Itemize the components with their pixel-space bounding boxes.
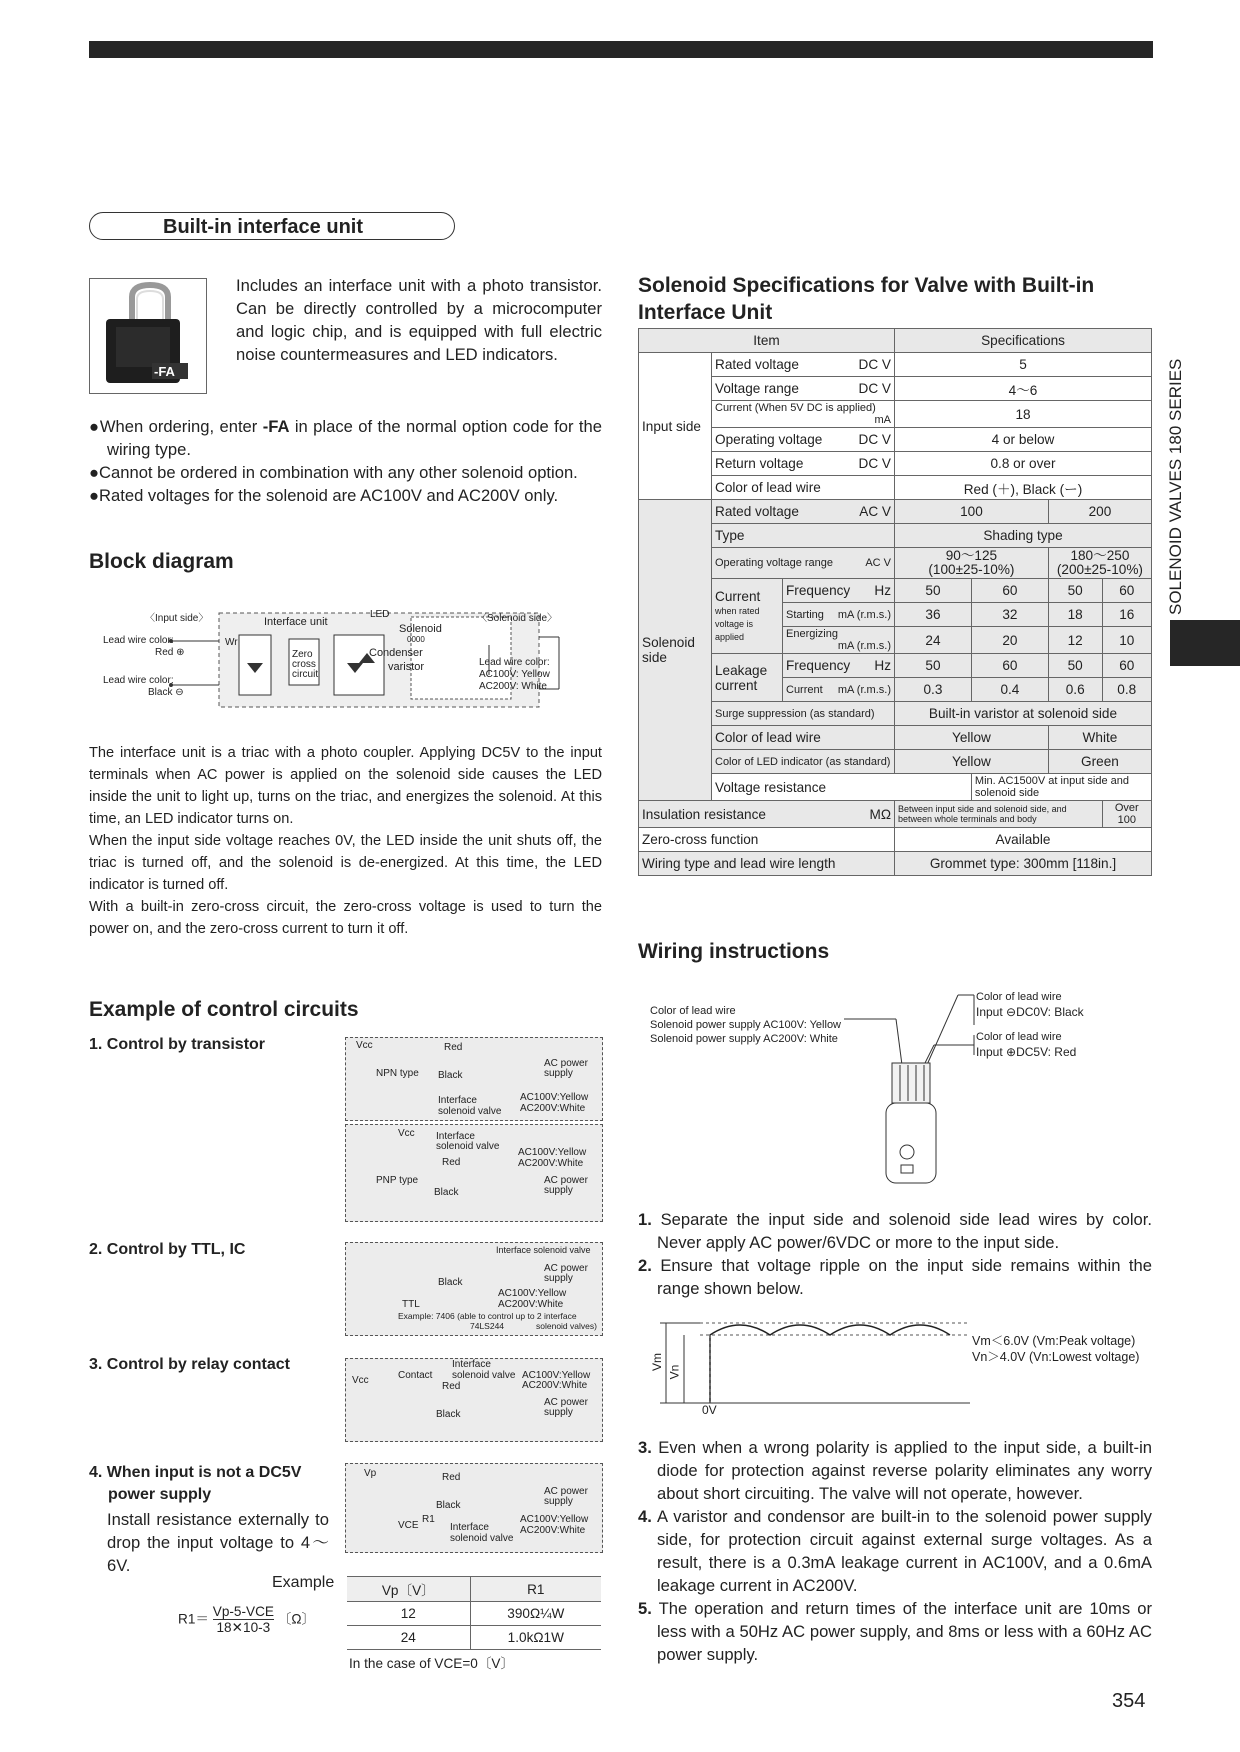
table-header: Specifications — [895, 329, 1152, 353]
ac100-label: AC100V:Yellow — [498, 1288, 567, 1299]
ac-power-label: AC power — [544, 1486, 588, 1497]
spec-title: Solenoid Specifications for Valve with Built-in Interface Unit — [638, 274, 1095, 324]
vn-note: Vn＞4.0V (Vn:Lowest voltage) — [972, 1350, 1140, 1364]
formula: R1＝ Vp-5-VCE 18✕10-3 〔Ω〕 — [178, 1604, 316, 1635]
ripple-waveform — [640, 1315, 970, 1415]
vcc-label: Vcc — [356, 1040, 373, 1051]
black-input-label: Input ⊖DC0V: Black — [976, 1005, 1084, 1019]
resistor-label: Wr — [225, 637, 238, 648]
description-paragraph: The interface unit is a triac with a photo coupler. Applying DC5V to the input terminals when AC power is applied on the solenoid side causes the LED inside the unit to light up, turns on the triac, and energizes the solenoid. At this time, an LED indicator turns on. — [89, 745, 602, 827]
ac-power-label: AC power — [544, 1175, 588, 1186]
red-label: Red — [442, 1157, 461, 1168]
supply-label: supply — [544, 1273, 573, 1284]
ac200-label: AC200V: White — [479, 681, 547, 692]
ttl-label: TTL — [402, 1299, 420, 1310]
table-row: 12 390Ω¼W — [347, 1602, 601, 1626]
black-label: Black — [436, 1409, 461, 1420]
interface-label: Interface — [452, 1359, 491, 1370]
ac100-label: AC100V:Yellow — [518, 1147, 587, 1158]
interface-label: Interface — [438, 1095, 477, 1106]
black-label: Black — [438, 1277, 463, 1288]
ac100-label: AC100V:Yellow — [522, 1370, 591, 1381]
interface-solenoid-label: Interface solenoid valve — [496, 1245, 591, 1255]
circuit-vp — [345, 1463, 603, 1553]
vcc-label: Vcc — [398, 1128, 415, 1139]
ac100-label: AC100V: Yellow — [479, 669, 550, 680]
supply-label: supply — [544, 1068, 573, 1079]
circuit-ttl — [345, 1242, 603, 1336]
table-row: 24 1.0kΩ1W — [347, 1626, 601, 1650]
bullet-item: ●Rated voltages for the solenoid are AC100V and AC200V only. — [89, 486, 559, 505]
ripple-diagram — [640, 1315, 1158, 1415]
lead-color-input-label-2: Lead wire color: — [103, 675, 174, 686]
block-diagram-title: Block diagram — [89, 550, 234, 573]
example-note: In the case of VCE=0〔V〕 — [349, 1656, 515, 1671]
wire-color-label-2: Color of lead wire — [976, 991, 1062, 1003]
solenoid-side-label: Solenoid side — [639, 500, 712, 801]
supply-label: supply — [544, 1185, 573, 1196]
ac100-label: AC100V:Yellow — [520, 1092, 589, 1103]
valve-image — [90, 279, 206, 393]
interface-unit-label: Interface unit — [264, 616, 328, 628]
ttl-note-label: solenoid valves) — [536, 1321, 597, 1331]
lead-color-output-label: Lead wire color: — [479, 657, 550, 668]
vp-label: Vp — [364, 1468, 377, 1479]
list-item: 2. Ensure that voltage ripple on the input side remains within the range shown below. — [638, 1256, 1152, 1298]
varistor-label: varistor — [388, 661, 425, 673]
table-header: Vp〔V〕 — [347, 1577, 470, 1602]
ac100-label: AC100V:Yellow — [520, 1514, 589, 1525]
ac200-label: AC200V:White — [498, 1299, 564, 1310]
ac100-wire-label: Solenoid power supply AC100V: Yellow — [650, 1019, 842, 1031]
ac-power-label: AC power — [544, 1058, 588, 1069]
wiring-steps-a — [638, 1208, 1152, 1300]
photo-tag: -FA — [154, 364, 175, 379]
ac200-label: AC200V:White — [520, 1103, 586, 1114]
bullet-item: ●Cannot be ordered in combination with any other solenoid option. — [89, 463, 578, 482]
red-terminal-label: Red ⊕ — [155, 647, 185, 658]
pnp-label: PNP type — [376, 1175, 419, 1186]
header-bar — [89, 41, 1153, 58]
circuit-pnp — [345, 1124, 603, 1222]
coil-label: 0000 — [407, 635, 425, 644]
red-label: Red — [442, 1472, 461, 1483]
list-item: 4. A varistor and condensor are built-in to the solenoid power supply side, for protection circuit against external surge voltages. As a result, there is a 0.3mA leakage current in AC100V, and a 0.6mA leakage current in AC200V. — [638, 1507, 1152, 1595]
list-item: 5. The operation and return times of the interface unit are 10ms or less with a 50Hz AC power supply, and 8ms or less with a 60Hz AC power supply. — [638, 1599, 1153, 1664]
npn-label: NPN type — [376, 1068, 419, 1079]
wire-color-label: Color of lead wire — [650, 1005, 736, 1017]
ac200-wire-label: Solenoid power supply AC200V: White — [650, 1033, 838, 1045]
led-label: LED — [370, 609, 390, 620]
supply-label: supply — [544, 1496, 573, 1507]
wiring-title: Wiring instructions — [638, 940, 830, 963]
circuit-npn — [345, 1037, 603, 1121]
example-1-label: 1. Control by transistor — [89, 1036, 266, 1053]
black-terminal-label: Black ⊖ — [148, 687, 184, 698]
contact-label: Contact — [398, 1370, 433, 1381]
example-table — [347, 1576, 601, 1650]
table-header: Item — [639, 329, 895, 353]
example-label: Example — [272, 1574, 335, 1591]
product-photo — [89, 278, 207, 394]
description-paragraph: With a built-in zero-cross circuit, the zero-cross voltage is used to turn the power on, and the zero-cross current to turn it off. — [89, 899, 602, 937]
supply-label: supply — [544, 1407, 573, 1418]
solenoid-valve-label: solenoid valve — [452, 1370, 516, 1381]
example-4-body: Install resistance externally to drop the input voltage to 4～6V. — [107, 1510, 329, 1575]
r1-label: R1 — [422, 1514, 435, 1525]
vce-label: VCE — [398, 1520, 419, 1531]
interface-label: Interface — [436, 1131, 475, 1142]
solenoid-valve-label: solenoid valve — [436, 1141, 500, 1152]
example-2-label: 2. Control by TTL, IC — [89, 1241, 246, 1258]
wiring-steps-b — [638, 1436, 1152, 1666]
wire-color-label-3: Color of lead wire — [976, 1031, 1062, 1043]
ac200-label: AC200V:White — [520, 1525, 586, 1536]
solenoid-valve-label: solenoid valve — [438, 1106, 502, 1117]
zero-cross-label: Zero cross circuit — [292, 649, 319, 680]
example-4-label: 4. When input is not a DC5V power supply — [89, 1464, 302, 1503]
section-title: Built-in interface unit — [89, 212, 455, 240]
circuit-relay — [345, 1358, 603, 1442]
vn-label: Vn — [667, 1364, 682, 1380]
black-label: Black — [434, 1187, 459, 1198]
black-label: Black — [436, 1500, 461, 1511]
red-input-label: Input ⊕DC5V: Red — [976, 1045, 1077, 1059]
spec-table: Item Specifications Input side Rated voltage DC V 5 Voltage range DC V 4～6 Current (When 5V DC is applied) mA 18 Operating voltage DC V 4 or below Return voltage DC V 0.8 or over Color of lead wire Red (＋), Black (ー) Solenoid side Rated voltage AC V 100 200 Type Shading type Operating voltage range AC V 90～125 (100±25-10%) 180～250 (200±25-10%) Current when rated voltage is applied Frequency Hz 50 60 50 60 Starting mA (r.m.s.) 36 32 18 16 Energizing mA (r.m.s.) 24 20 12 10 Leakage current Frequency Hz 50 60 50 60 Current mA (r.m.s.) 0.3 0.4 0.6 0.8 Surge suppression (as standard) Built-in varistor at solenoid side Color of lead wire Yellow White Color of LED indicator (as standard) Yellow Green Voltage resistance Min. AC1500V at input side and solenoid side Insulation resistance MΩ Between input side and solenoid side, and between whole terminals and body Over 100 Zero-cross function Available Wiring type and lead wire length Grommet type: 300mm [118in.] — [638, 328, 1152, 876]
lead-color-input-label: Lead wire color: — [103, 635, 174, 646]
black-label: Black — [438, 1070, 463, 1081]
block-diagram — [89, 605, 609, 715]
interface-label: Interface — [450, 1522, 489, 1533]
ttl-chip-label: 74LS244 — [470, 1321, 505, 1331]
example-3-label: 3. Control by relay contact — [89, 1356, 290, 1373]
order-notes — [89, 415, 602, 507]
list-item: 3. Even when a wrong polarity is applied to the input side, a built-in diode for protection against reverse polarity eliminates any worry about short circuiting. The valve will not operate, however. — [638, 1438, 1152, 1503]
ttl-example-label: Example: 7406 (able to control up to 2 interface — [398, 1311, 577, 1321]
red-label: Red — [442, 1381, 461, 1392]
input-side-label: 〈Input side〉 — [145, 613, 209, 624]
table-header: R1 — [470, 1577, 601, 1602]
ac-power-label: AC power — [544, 1397, 588, 1408]
solenoid-valve-label: solenoid valve — [450, 1533, 514, 1544]
ac200-label: AC200V:White — [518, 1158, 584, 1169]
ac-power-label: AC power — [544, 1263, 588, 1274]
ac200-label: AC200V:White — [522, 1380, 588, 1391]
vcc-label: Vcc — [352, 1375, 369, 1386]
page-number: 354 — [1112, 1690, 1146, 1712]
zero-volt-label: 0V — [702, 1403, 717, 1417]
vm-label: Vm — [650, 1353, 664, 1371]
bullet-item: ●When ordering, enter -FA in place of the normal option code for the wiring type. — [89, 417, 602, 459]
description — [89, 742, 602, 940]
vm-note: Vm＜6.0V (Vm:Peak voltage) — [972, 1334, 1136, 1348]
side-tab — [1170, 620, 1240, 666]
input-side-label: Input side — [639, 353, 712, 500]
wiring-diagram — [638, 985, 1158, 1185]
intro-text: Includes an interface unit with a photo transistor. Can be directly controlled by a microcomputer and logic chip, and is equipped with full electric noise countermeasures and LED indicators. — [236, 276, 602, 364]
series-side-label: SOLENOID VALVES 180 SERIES — [1166, 358, 1185, 615]
solenoid-label: Solenoid — [399, 623, 442, 635]
list-item: 1. Separate the input side and solenoid side lead wires by color. Never apply AC power/6VDC or more to the input side. — [638, 1210, 1152, 1252]
red-label: Red — [444, 1042, 463, 1053]
solenoid-side-label: 〈Solenoid side〉 — [477, 613, 558, 624]
description-paragraph: When the input side voltage reaches 0V, the LED inside the unit shuts off, the triac is turned off, and the solenoid is de-energized. At this time, the LED indicator is turned off. — [89, 833, 602, 893]
control-examples-title: Example of control circuits — [89, 998, 359, 1021]
condenser-label: Condenser — [369, 647, 423, 659]
